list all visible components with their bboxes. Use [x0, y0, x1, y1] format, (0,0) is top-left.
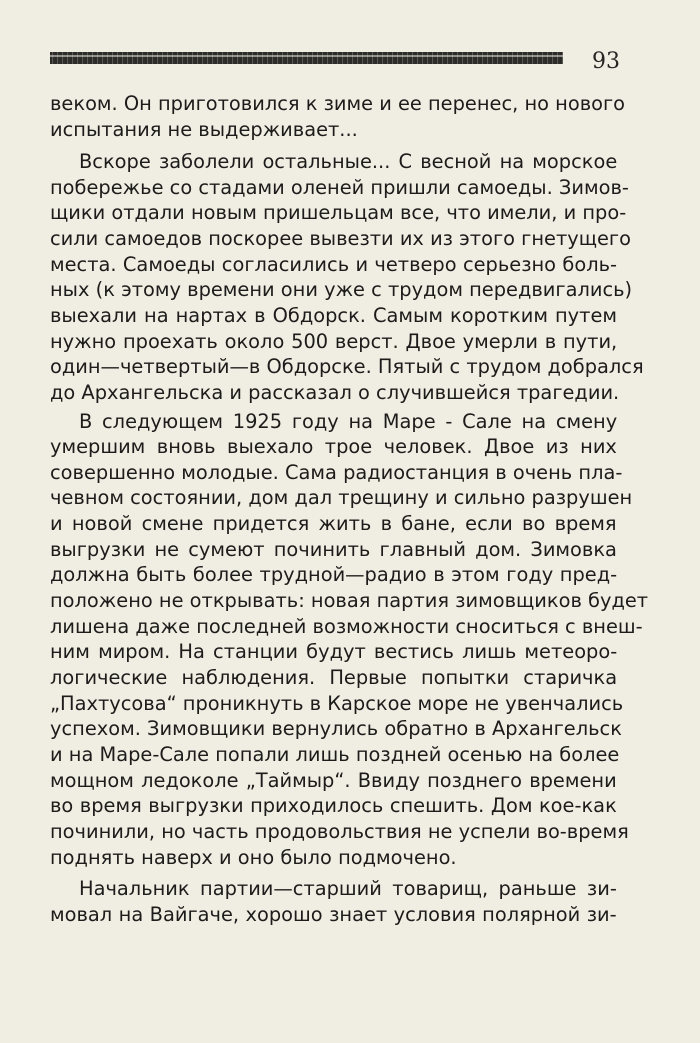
text-line: поднять наверх и оно было подмочено.	[50, 846, 457, 869]
text-line: лишена даже последней возможности сноситься с внеш-	[50, 615, 643, 638]
text-line: щики отдали новым пришельцам все, что имели, и про-	[50, 201, 627, 224]
text-line: и новой смене придется жить в бане, если во время	[50, 512, 617, 535]
text-line: во время выгрузки приходилось спешить. Дом кое-как	[50, 794, 617, 817]
text-line: логические наблюдения. Первые попытки старичка	[50, 666, 618, 689]
text-line: Вскоре заболели остальные... С весной на морское	[79, 150, 618, 173]
text-line: веком. Он приготовился к зиме и ее перенес, но нового	[50, 92, 626, 115]
text-line: должна быть более трудной—радио в этом году пред-	[50, 563, 618, 586]
text-line: починили, но часть продовольствия не успели во-время	[50, 820, 629, 843]
text-line: „Пахтусова“ проникнуть в Карское море не увенчались	[50, 692, 624, 715]
text-line: выгрузки не сумеют починить главный дом. Зимовка	[50, 538, 617, 561]
header-rule	[50, 52, 563, 64]
text-line: положено не открывать: новая партия зимовщиков будет	[50, 589, 649, 612]
text-line: Начальник партии—старший товарищ, раньше зи-	[79, 877, 617, 900]
text-line: совершенно молодые. Сама радиостанция в очень пла-	[50, 461, 623, 484]
text-line: мовал на Вайгаче, хорошо знает условия полярной зи-	[50, 903, 617, 926]
text-line: ных (к этому времени они уже с трудом передвигались)	[50, 278, 633, 301]
page-number: 93	[592, 49, 620, 74]
text-line: В следующем 1925 году на Маре - Сале на смену	[79, 410, 618, 433]
text-line: ним миром. На станции будут вестись лишь метеоро-	[50, 640, 618, 663]
text-line: до Архангельска и рассказал о случившейся трагедии.	[50, 381, 620, 404]
text-line: места. Самоеды согласились и четверо серьезно боль-	[50, 253, 618, 276]
text-line: нужно проехать около 500 верст. Двое умерли в пути,	[50, 330, 618, 353]
text-line: и на Маре-Сале попали лишь поздней осенью на более	[50, 743, 620, 766]
text-line: чевном состоянии, дом дал трещину и сильно разрушен	[50, 486, 633, 509]
text-line: умершим вновь выехало трое человек. Двое из них	[50, 435, 617, 458]
text-line: один—четвертый—в Обдорске. Пятый с трудом добрался	[50, 355, 644, 378]
text-line: мощном ледоколе „Таймыр“. Ввиду позднего времени	[50, 769, 617, 792]
text-line: сили самоедов поскорее вывезти их из этого гнетущего	[50, 227, 631, 250]
text-line: успехом. Зимовщики вернулись обратно в Архангельск	[50, 717, 622, 740]
text-line: выехали на нартах в Обдорск. Самым коротким путем	[50, 304, 618, 327]
text-line: побережье со стадами оленей пришли самоеды. Зимов-	[50, 176, 629, 199]
text-line: испытания не выдерживает...	[50, 118, 358, 141]
